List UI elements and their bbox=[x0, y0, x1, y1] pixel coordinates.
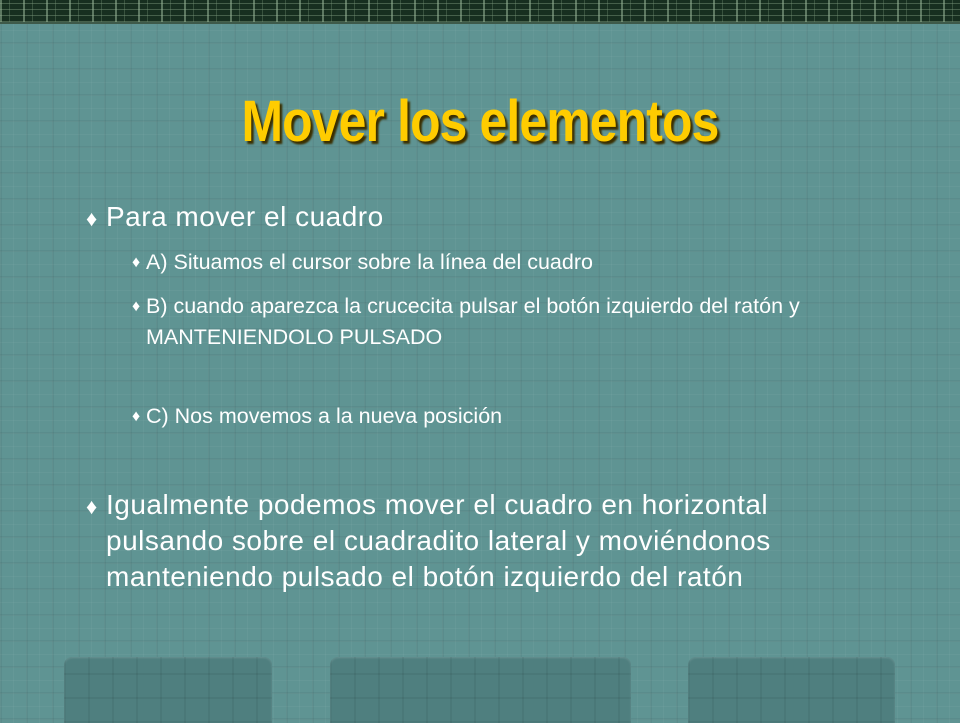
bullet-item-1 bbox=[106, 199, 886, 235]
diamond-bullet-icon: ♦ bbox=[132, 254, 141, 271]
diamond-bullet-icon: ♦ bbox=[86, 494, 98, 519]
bottom-panel-center bbox=[330, 657, 631, 723]
bullet-text: C) Nos movemos a la nueva posición bbox=[146, 404, 503, 428]
bullet-text: A) Situamos el cursor sobre la línea del cuadro bbox=[146, 250, 593, 274]
sub-bullet-item-b bbox=[146, 291, 846, 353]
bottom-panel-right bbox=[688, 657, 895, 723]
diamond-bullet-icon: ♦ bbox=[132, 408, 141, 425]
bullet-text: B) cuando aparezca la crucecita pulsar el botón izquierdo del ratón y MANTENIENDOLO PULSADO bbox=[146, 294, 800, 349]
bullet-text: Para mover el cuadro bbox=[106, 201, 384, 232]
bottom-panel-left bbox=[64, 657, 272, 723]
sub-bullet-item-a bbox=[146, 247, 866, 278]
sub-bullet-item-c bbox=[146, 401, 866, 432]
bullet-text: Igualmente podemos mover el cuadro en horizontal pulsando sobre el cuadradito lateral y moviéndonos manteniendo pulsado el botón izquierdo del ratón bbox=[106, 489, 771, 592]
bullet-item-2 bbox=[106, 487, 886, 595]
slide-title: Mover los elementos bbox=[241, 89, 719, 154]
diamond-bullet-icon: ♦ bbox=[132, 298, 141, 315]
diamond-bullet-icon: ♦ bbox=[86, 206, 98, 231]
circuit-board-band bbox=[0, 0, 960, 24]
